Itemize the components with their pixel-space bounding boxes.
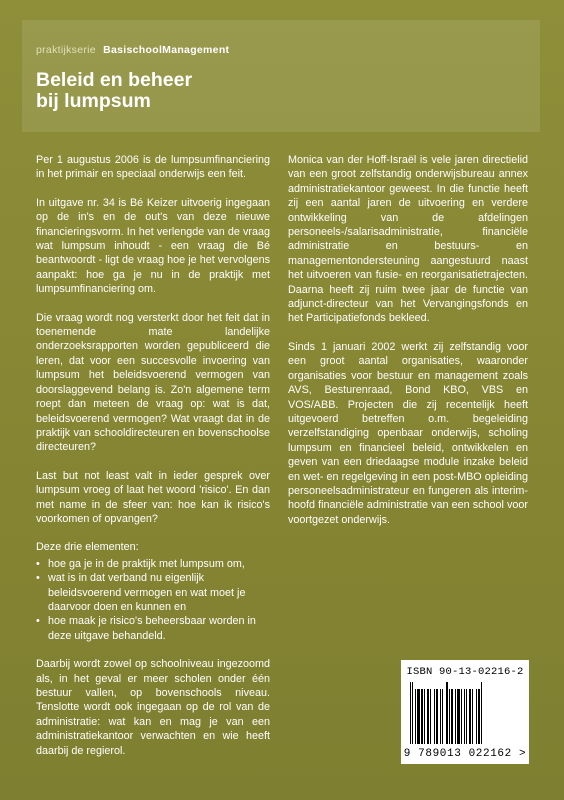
barcode-bar <box>482 689 483 744</box>
elements-list <box>36 557 270 643</box>
series-name: BasischoolManagement <box>103 44 230 56</box>
list-item: • wat is in dat verband nu eigenlijk beleidsvoerend vermogen en wat moet je daarvoor doen en kunnen en <box>36 571 270 614</box>
book-title <box>36 70 376 112</box>
author-column <box>288 153 528 541</box>
author-paragraph-2: Sinds 1 januari 2002 werkt zij zelfstandig voor een groot aantal organisaties, waaronder organisaties voor bestuur en management zoals AVS, Besturenraad, Bond KBO, VBS en VOS/ABB. Projecten die zij recentelijk heeft uitgevoerd betreffen o.m. begeleiding verzelfstandiging openbaar onderwijs, scholing lumpsum en financieel beleid, ontwikkelen en geven van een driedaagse module inzake beleid en wet- en regelgeving in een post-MBO opleiding personeelsadministrateur en fungeren als interim-hoofd financiële administratie van een school voor voortgezet onderwijs. <box>288 340 528 526</box>
list-item: • hoe maak je risico's beheersbaar worden in deze uitgave behandeld. <box>36 614 270 643</box>
list-item: • hoe ga je in de praktijk met lumpsum om, <box>36 557 270 571</box>
author-paragraph-1: Monica van der Hoff-Israël is vele jaren directielid van een groot zelfstandig onderwijsbureau annex administratiekantoor geweest. In die functie heeft zij een aantal jaren de uitvoering en verdere ontwikkeling van de afdelingen personeels-/salarisadministratie, financiële administratie en bestuurs- en managementondersteuning aangestuurd naast het uitvoeren van fusie- en reorganisatietrajecten. Daarna heeft zij ruim twee jaar de functie van adjunct-directeur van het Vervangingsfonds en het Participatiefonds bekleed. <box>288 154 528 325</box>
book-title-line-1: Beleid en beheer <box>36 69 193 91</box>
blurb-paragraph-5: Deze drie elementen: <box>36 541 139 554</box>
blurb-paragraph-1: Per 1 augustus 2006 is de lumpsumfinanciering in het primair en speciaal onderwijs een feit. <box>36 154 270 181</box>
blurb-paragraph-2: In uitgave nr. 34 is Bé Keizer uitvoerig ingegaan op de in's en de out's van deze nieuwe financieringsvorm. In het verlengde van de vraag wat lumpsum inhoudt - een vraag die Bé beantwoordt - ligt de vraag hoe je het vervolgens aanpakt: hoe ga je nu in de praktijk met lumpsumfinanciering om. <box>36 196 270 296</box>
ean-text: 9 789013 022162 > <box>403 748 527 760</box>
series-label <box>36 44 229 56</box>
blurb-paragraph-4: Last but not least valt in ieder gesprek over lumpsum vroeg of laat het woord 'risico'. En dan met name in de sfeer van: hoe kan ik risico's voorkomen of opvangen? <box>36 469 270 525</box>
barcode-label <box>401 660 529 764</box>
isbn-text: ISBN 90-13-02216-2 <box>406 666 524 678</box>
blurb-paragraph-3: Die vraag wordt nog versterkt door het feit dat in toenemende mate landelijke onderzoeksrapporten worden gepubliceerd die leren, dat voor een succesvolle invoering van lumpsum het beleidsvoerend vermogen van doorslaggevend belang is. Zo'n algemene term roept dan meteen de vraag op: wat is dat, beleidsvoerend vermogen? Wat vraagt dat in de praktijk van schooldirecteuren en bovenschoolse directeuren? <box>36 311 270 454</box>
blurb-paragraph-6: Daarbij wordt zowel op schoolniveau ingezoomd als, in het geval er meer scholen onder één bestuur vallen, op bovenschools niveau. Tenslotte wordt ook ingegaan op de rol van de administratie: wat kan en mag je van een administratiekantoor verwachten en wie heeft daarbij de regierol. <box>36 658 270 757</box>
blurb-column <box>36 153 270 772</box>
series-lead: praktijkserie <box>36 44 96 56</box>
barcode-bars <box>410 682 522 744</box>
book-title-line-2: bij lumpsum <box>36 90 151 112</box>
